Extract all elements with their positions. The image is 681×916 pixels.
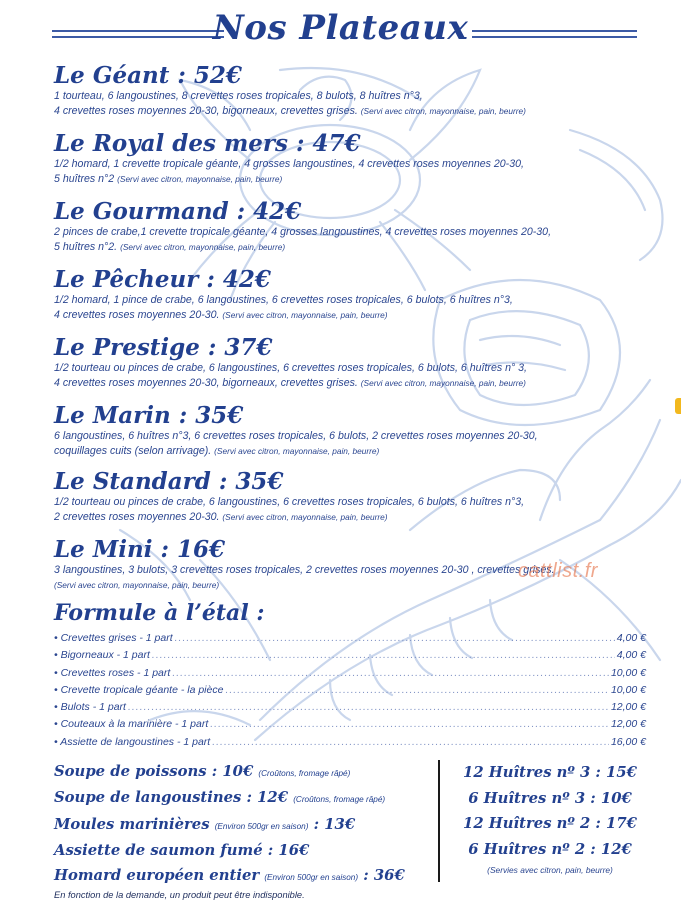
plateau-name: Le Standard : 35€ — [54, 468, 284, 495]
title-row — [0, 4, 681, 54]
formule-item: • Bulots - 1 part ..... 12,00 € — [54, 699, 646, 716]
formule-item: • Bigorneaux - 1 part ..... 4,00 € — [54, 647, 646, 664]
plateau-desc: 1/2 homard, 1 pince de crabe, 6 langoustines, 6 crevettes roses tropicales, 6 bulots, 6 huîtres n°3, — [54, 294, 513, 306]
serving-note: (Servi avec citron, mayonnaise, pain, beurre) — [117, 174, 283, 184]
vertical-divider — [438, 760, 440, 882]
formule-title: Formule à l’étal : — [54, 600, 265, 626]
plateau-desc: 5 huîtres n°2 (Servi avec citron, mayonnaise, pain, beurre) — [54, 173, 283, 185]
plateau-desc: 1/2 tourteau ou pinces de crabe, 6 langoustines, 6 crevettes roses tropicales, 6 bulots, 6 huîtres n°3, — [54, 496, 525, 508]
formule-item: • Crevettes roses - 1 part ..... 10,00 € — [54, 665, 646, 682]
plateau-gourmand — [54, 198, 654, 255]
plateau-desc: 4 crevettes roses moyennes 20-30. (Servi avec citron, mayonnaise, pain, beurre) — [54, 309, 388, 321]
extra-item: Assiette de saumon fumé : 16€ — [54, 842, 310, 860]
formule-item: • Couteaux à la marinière - 1 part ..... 12,00 € — [54, 716, 646, 733]
plateau-desc: 5 huîtres n°2. (Servi avec citron, mayonnaise, pain, beurre) — [54, 241, 286, 253]
plateau-desc: 3 langoustines, 3 bulots, 3 crevettes roses tropicales, 2 crevettes roses moyennes 20-30 , crevettes grises. — [54, 564, 555, 576]
plateau-marin — [54, 402, 654, 459]
plateau-name: Le Pêcheur : 42€ — [54, 266, 271, 293]
plateau-name: Le Prestige : 37€ — [54, 334, 273, 361]
price: 10,00 € — [610, 666, 646, 679]
plateau-desc: 2 pinces de crabe,1 crevette tropicale géante, 4 grosses langoustines, 4 crevettes roses moyennes 20-30, — [54, 226, 552, 238]
plateau-desc: 1 tourteau, 6 langoustines, 8 crevettes roses tropicales, 8 bulots, 8 huîtres n°3, — [54, 90, 423, 102]
footnote: En fonction de la demande, un produit peut être indisponible. — [54, 890, 305, 900]
price: 12,00 € — [610, 701, 646, 714]
plateau-name: Le Mini : 16€ — [54, 536, 225, 563]
plateau-name: Le Marin : 35€ — [54, 402, 244, 429]
plateau-desc: coquillages cuits (selon arrivage). (Servi avec citron, mayonnaise, pain, beurre) — [54, 445, 380, 457]
plateau-name: Le Royal des mers : 47€ — [54, 130, 361, 157]
plateau-desc: 6 langoustines, 6 huîtres n°3, 6 crevettes roses tropicales, 6 bulots, 2 crevettes roses moyennes 20-30, — [54, 430, 538, 442]
serving-note: (Servi avec citron, mayonnaise, pain, beurre) — [222, 310, 388, 320]
plateau-standard — [54, 468, 654, 525]
serving-note: (Servi avec citron, mayonnaise, pain, beurre) — [214, 446, 380, 456]
price: 10,00 € — [610, 683, 646, 696]
extra-item: Moules marinières (Environ 500gr en saison) : 13€ — [54, 815, 356, 833]
plateau-desc: 2 crevettes roses moyennes 20-30. (Servi avec citron, mayonnaise, pain, beurre) — [54, 511, 388, 523]
title-divider-right — [472, 30, 637, 38]
oysters-list — [450, 760, 650, 875]
serving-note: (Servi avec citron, mayonnaise, pain, beurre) — [222, 512, 388, 522]
price: 4,00 € — [616, 632, 646, 644]
plateau-desc: 4 crevettes roses moyennes 20-30, bigorneaux, crevettes grises. (Servi avec citron, mayonnaise, pain, beurre) — [54, 377, 526, 389]
plateau-desc: 1/2 tourteau ou pinces de crabe, 6 langoustines, 6 crevettes roses tropicales, 6 bulots, 6 huîtres n° 3, — [54, 362, 527, 374]
serving-note: (Servi avec citron, mayonnaise, pain, beurre) — [54, 580, 220, 590]
oyster-item: 12 Huîtres nº 2 : 17€ — [463, 815, 637, 832]
price: 12,00 € — [610, 718, 646, 731]
edge-marker — [675, 398, 681, 414]
plateau-name: Le Gourmand : 42€ — [54, 198, 302, 225]
extras-list — [54, 760, 434, 890]
watermark: cattlist.fr — [518, 560, 598, 582]
oysters-serving-note: (Servies avec citron, pain, beurre) — [487, 865, 613, 875]
serving-note: (Servi avec citron, mayonnaise, pain, beurre) — [120, 242, 286, 252]
plateau-geant — [54, 62, 654, 119]
oyster-item: 12 Huîtres nº 3 : 15€ — [463, 764, 637, 781]
plateau-pecheur — [54, 266, 654, 323]
formule-list — [54, 630, 646, 751]
formule-item: • Assiette de langoustines - 1 part ..... 16,00 € — [54, 734, 646, 751]
extra-item: Homard européen entier (Environ 500gr en saison) : 36€ — [54, 866, 405, 884]
oyster-item: 6 Huîtres nº 2 : 12€ — [468, 840, 632, 858]
plateau-prestige — [54, 334, 654, 391]
plateau-desc: 4 crevettes roses moyennes 20-30, bigorneaux, crevettes grises. (Servi avec citron, mayonnaise, pain, beurre) — [54, 105, 526, 117]
page-title: Nos Plateaux — [212, 8, 469, 48]
plateau-desc: 1/2 homard, 1 crevette tropicale géante, 4 grosses langoustines, 4 crevettes roses moyennes 20-30, — [54, 158, 524, 170]
formule-item: • Crevettes grises - 1 part ..... 4,00 € — [54, 630, 646, 647]
formule-item: • Crevette tropicale géante - la pièce ..... 10,00 € — [54, 682, 646, 699]
serving-note: (Servi avec citron, mayonnaise, pain, beurre) — [360, 378, 526, 388]
oyster-item: 6 Huîtres nº 3 : 10€ — [468, 789, 632, 807]
plateau-royal — [54, 130, 654, 187]
extra-item: Soupe de langoustines : 12€ (Croûtons, fromage râpé) — [54, 789, 386, 807]
extra-item: Soupe de poissons : 10€ (Croûtons, fromage râpé) — [54, 763, 351, 780]
serving-note: (Servi avec citron, mayonnaise, pain, beurre) — [360, 106, 526, 116]
price: 16,00 € — [610, 735, 646, 748]
plateau-name: Le Géant : 52€ — [54, 62, 242, 89]
price: 4,00 € — [616, 649, 646, 662]
